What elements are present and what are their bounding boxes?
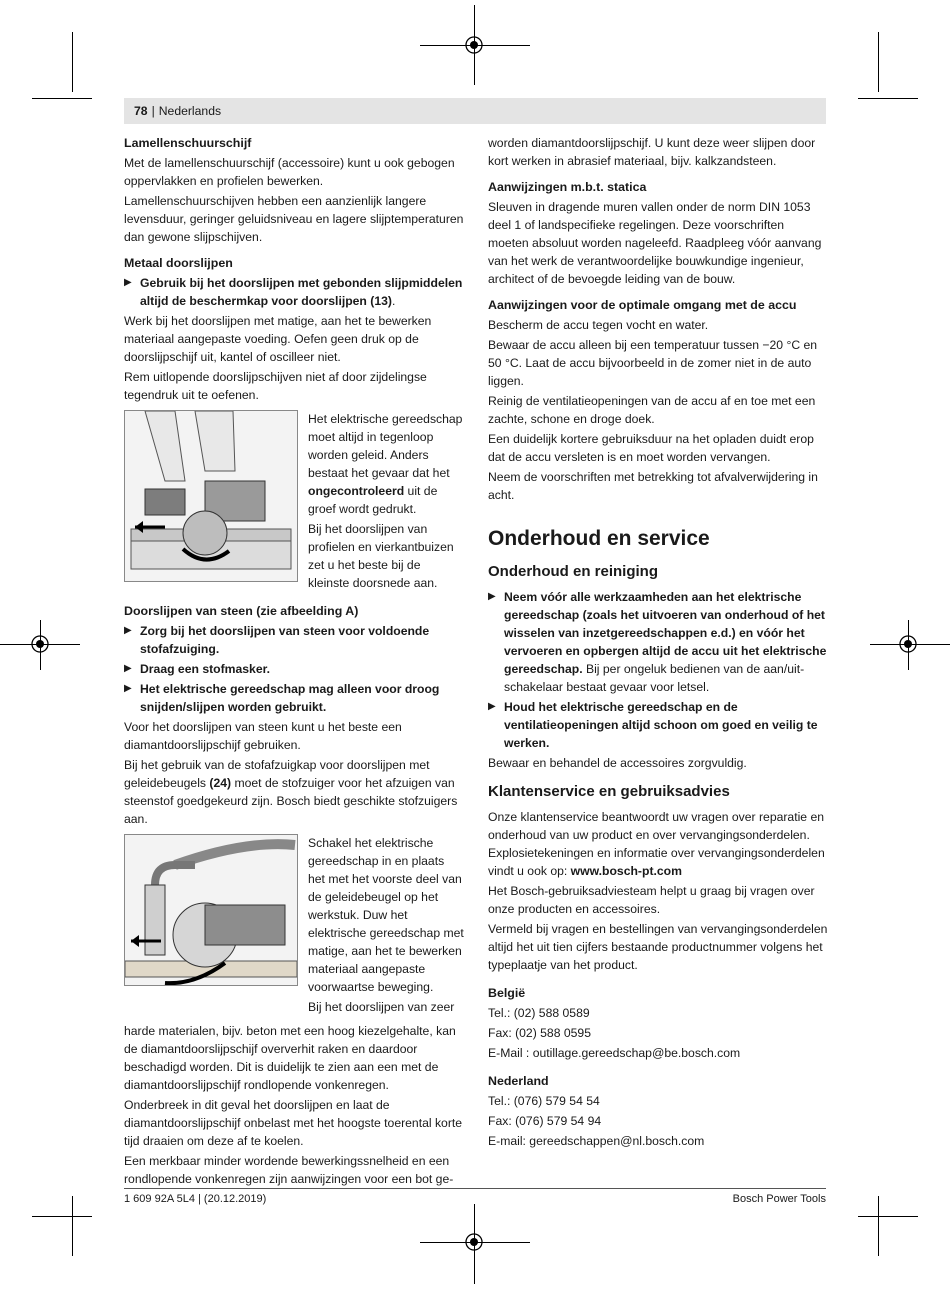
warning-item [488, 588, 828, 696]
paragraph: worden diamantdoorslijpschijf. U kunt deze weer slijpen door kort werken in abrasief materiaal, bijv. kalkzandsteen. [488, 136, 816, 168]
footer-brand: Bosch Power Tools [732, 1193, 826, 1205]
paragraph: Reinig de ventilatieopeningen van de accu af en toe met een zachte, schone en droge doek. [488, 394, 816, 426]
triangle-bullet-icon: ▶ [124, 625, 132, 636]
crop-mark [878, 1196, 879, 1256]
registration-mark-icon [30, 634, 50, 654]
heading-metaal: Metaal doorslijpen [124, 256, 233, 270]
page-header [124, 98, 826, 124]
page-number: 78 [134, 104, 148, 118]
paragraph: Een duidelijk kortere gebruiksduur na het opladen duidt erop dat de accu versleten is en moet worden vervangen. [488, 432, 814, 464]
heading-statica: Aanwijzingen m.b.t. statica [488, 180, 647, 194]
crop-mark [858, 1216, 918, 1217]
subsection-title-klantenservice: Klantenservice en gebruiksadvies [488, 783, 730, 800]
triangle-bullet-icon: ▶ [124, 277, 132, 288]
heading-steen: Doorslijpen van steen (zie afbeelding A) [124, 604, 359, 618]
crop-mark [72, 32, 73, 92]
footer-divider [124, 1188, 826, 1189]
warning-item [124, 660, 464, 678]
figure-text: Bij het doorslijpen van profielen en vierkantbuizen zet u het beste bij de kleinste doorsnede aan. [308, 522, 454, 590]
paragraph: Onze klantenservice beantwoordt uw vragen over reparatie en onderhoud van uw product en over vervangingsonderdelen. Explosietekeningen en informatie over vervangingsonderdelen vindt u ook op: www.bosch-pt.com [488, 810, 825, 878]
figure-block-stone [124, 834, 464, 1018]
website-link[interactable]: www.bosch-pt.com [570, 864, 682, 878]
triangle-bullet-icon: ▶ [124, 663, 132, 674]
heading-lamellen: Lamellenschuurschijf [124, 136, 252, 150]
heading-belgie: België [488, 986, 526, 1000]
paragraph: Vermeld bij vragen en bestellingen van vervangingsonderdelen altijd het uit tien cijfers bestaande productnummer volgens het typeplaatje van het product. [488, 922, 828, 972]
warning-text: Gebruik bij het doorslijpen met gebonden slijpmiddelen altijd de beschermkap voor doorslijpen (13) [140, 276, 463, 308]
figure-text: Het elektrische gereedschap moet altijd in tegenloop worden geleid. Anders bestaat het gevaar dat het ongecontroleerd uit de groef wordt gedrukt. [308, 412, 463, 516]
warning-text: Draag een stofmasker. [140, 662, 271, 676]
contact-phone: Tel.: (076) 579 54 54 [488, 1094, 600, 1108]
warning-item [124, 680, 464, 716]
registration-mark-icon [464, 35, 484, 55]
paragraph: Lamellenschuurschijven hebben een aanzienlijk langere levensduur, geringer geluidsniveau en lagere slijptemperaturen dan gewone slijpschijven. [124, 194, 464, 244]
paragraph: Sleuven in dragende muren vallen onder de norm DIN 1053 deel 1 of landspecifieke regelingen. Deze voorschriften moeten absoluut worden nageleefd. Raadpleeg vóór aanvang van het werk de verantwoordelijke bouwkundige ingenieur, architect of de bevoegde leiding van de bouw. [488, 200, 822, 286]
figure-block-metal [124, 410, 464, 594]
paragraph: Onderbreek in dit geval het doorslijpen en laat de diamantdoorslijpschijf onbelast met het hoogste toerental korte tijd draaien om deze af te koelen. [124, 1098, 463, 1148]
header-language: Nederlands [158, 104, 222, 118]
paragraph: Een merkbaar minder wordende bewerkingssnelheid en een rondlopende vonkenregen zijn aanwijzingen voor een bot ge- [124, 1154, 454, 1186]
triangle-bullet-icon: ▶ [124, 683, 132, 694]
paragraph: Werk bij het doorslijpen met matige, aan het te bewerken materiaal aangepaste voeding. Oefen geen druk op de doorslijpschijf uit, kantel of oscilleer niet. [124, 314, 432, 364]
crop-mark [32, 1216, 92, 1217]
figure-text: Schakel het elektrische gereedschap in en plaats het met het voorste deel van de geleidebeugel op het werkstuk. Duw het elektrische gereedschap met matige, aan het te bewerken materiaal aangepaste voorwaartse beweging. [308, 836, 464, 994]
warning-text: Neem vóór alle werkzaamheden aan het elektrische gereedschap (zoals het uitvoeren van onderhoud of het wisselen van inzetgereedschappen e.d.) en vóór het vervoeren en opbergen altijd de accu uit het elektrische gereedschap. [504, 590, 827, 676]
contact-email[interactable]: E-mail: gereedschappen@nl.bosch.com [488, 1134, 705, 1148]
stone-cutting-illustration [124, 834, 298, 986]
paragraph: harde materialen, bijv. beton met een hoog kiezelgehalte, kan de diamantdoorslijpschijf oververhit raken en daardoor beschadigd worden. Dit is duidelijk te zien aan een met de diamantdoorslijpschijf rondlopende vonkenregen. [124, 1024, 456, 1092]
paragraph: Neem de voorschriften met betrekking tot afvalverwijdering in acht. [488, 470, 818, 502]
heading-nederland: Nederland [488, 1074, 549, 1088]
crop-mark [878, 32, 879, 92]
header-separator: | [151, 104, 155, 118]
subsection-title-reiniging: Onderhoud en reiniging [488, 563, 658, 580]
section-title-onderhoud: Onderhoud en service [488, 527, 710, 550]
warning-text: Zorg bij het doorslijpen van steen voor voldoende stofafzuiging. [140, 624, 430, 656]
registration-mark-icon [464, 1232, 484, 1252]
warning-text: Het elektrische gereedschap mag alleen voor droog snijden/slijpen worden gebruikt. [140, 682, 440, 714]
paragraph: Bewaar en behandel de accessoires zorgvuldig. [488, 756, 747, 770]
figure-text: Bij het doorslijpen van zeer [308, 1000, 455, 1014]
contact-fax: Fax: (076) 579 54 94 [488, 1114, 602, 1128]
registration-mark-icon [898, 634, 918, 654]
triangle-bullet-icon: ▶ [488, 591, 496, 602]
paragraph: Rem uitlopende doorslijpschijven niet af door zijdelingse tegendruk uit te oefenen. [124, 370, 427, 402]
crop-mark [32, 98, 92, 99]
triangle-bullet-icon: ▶ [488, 701, 496, 712]
warning-text-end: . [391, 294, 396, 308]
warning-item [124, 622, 464, 658]
warning-item [124, 274, 464, 310]
crop-mark [858, 98, 918, 99]
paragraph: Bescherm de accu tegen vocht en water. [488, 318, 709, 332]
paragraph: Bewaar de accu alleen bij een temperatuur tussen −20 °C en 50 °C. Laat de accu bijvoorbeeld in de zomer niet in de auto liggen. [488, 338, 818, 388]
right-column [488, 134, 828, 1152]
paragraph: Het Bosch-gebruiksadviesteam helpt u graag bij vragen over onze producten en accessoires. [488, 884, 815, 916]
contact-fax: Fax: (02) 588 0595 [488, 1026, 591, 1040]
heading-accu: Aanwijzingen voor de optimale omgang met de accu [488, 298, 797, 312]
warning-text: Houd het elektrische gereedschap en de ventilatieopeningen altijd schoon om goed en veilig te werken. [504, 700, 818, 750]
contact-phone: Tel.: (02) 588 0589 [488, 1006, 590, 1020]
crop-mark [72, 1196, 73, 1256]
warning-item [488, 698, 828, 752]
footer-doc-id: 1 609 92A 5L4 | (20.12.2019) [124, 1193, 267, 1205]
contact-email[interactable]: E-Mail : outillage.gereedschap@be.bosch.com [488, 1046, 741, 1060]
left-column [124, 134, 464, 1190]
metal-cutting-illustration [124, 410, 298, 582]
paragraph: Bij het gebruik van de stofafzuigkap voor doorslijpen met geleidebeugels (24) moet de stofzuiger voor het afzuigen van steenstof goedgekeurd zijn. Bosch biedt geschikte stofzuigers aan. [124, 758, 458, 826]
paragraph: Met de lamellenschuurschijf (accessoire) kunt u ook gebogen oppervlakken en profielen bewerken. [124, 156, 455, 188]
paragraph: Voor het doorslijpen van steen kunt u het beste een diamantdoorslijpschijf gebruiken. [124, 720, 402, 752]
warning-text-rest: Bij per ongeluk bedienen van de aan/uit-schakelaar bestaat gevaar voor letsel. [504, 662, 805, 694]
